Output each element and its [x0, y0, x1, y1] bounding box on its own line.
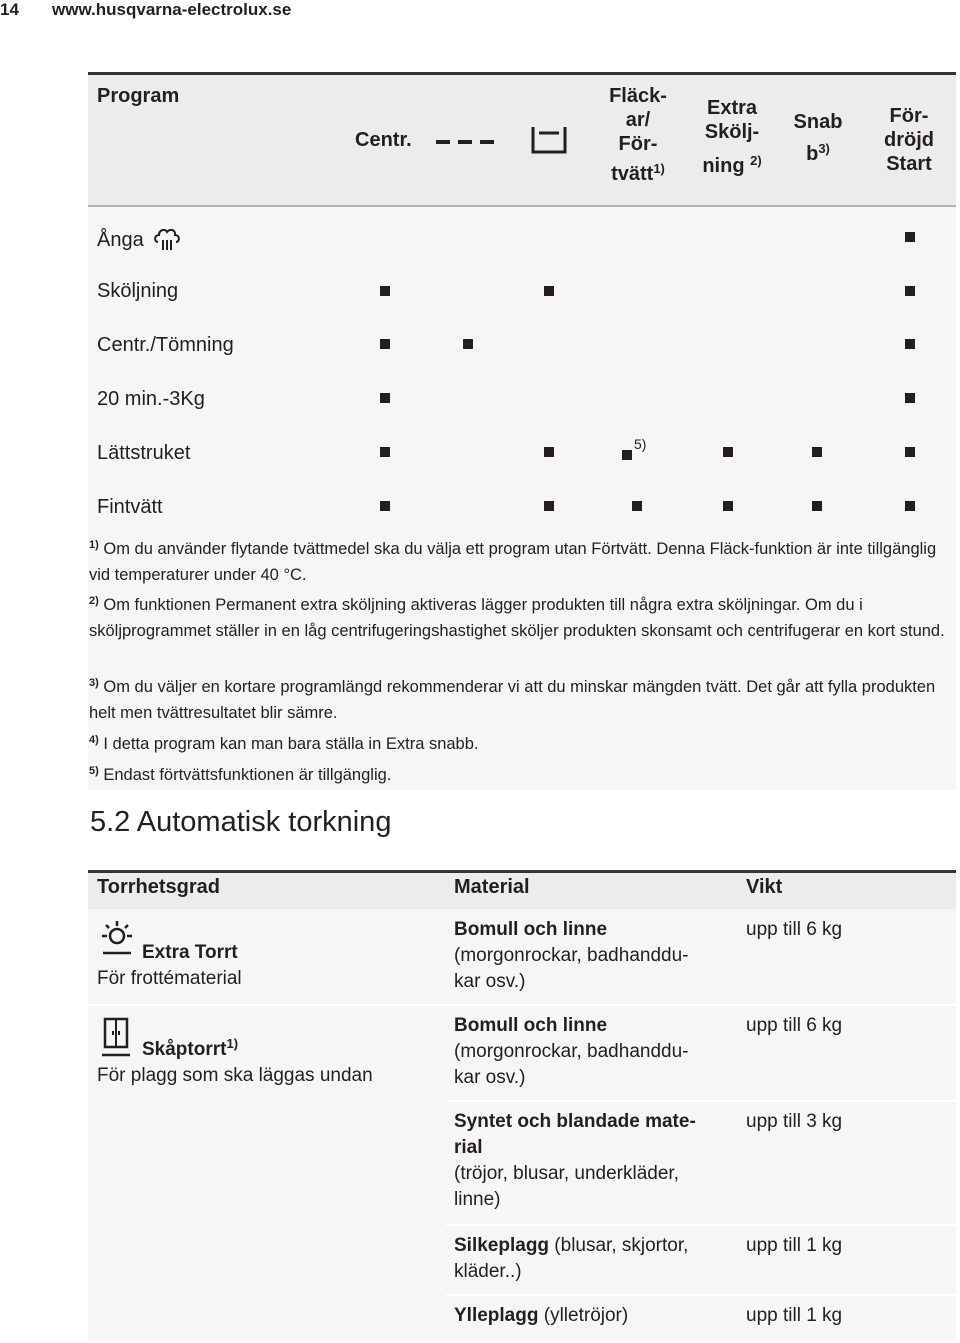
mark-fin-fordrojd: [905, 501, 915, 511]
row4-material-rest: (blusar, skjortor,: [549, 1235, 689, 1256]
footnote-2: [89, 592, 949, 644]
row3-material: [454, 1109, 696, 1213]
sun-icon: [99, 919, 135, 955]
col-flack-word: tvätt: [611, 163, 654, 185]
mark-skoljning-fordrojd: [905, 286, 915, 296]
footnote-3-text: Om du väljer en kortare programlängd rekommenderar vi att du minskar mängden tvätt. Det går att fylla produkten helt men tvättresultatet blir sämre.: [89, 678, 936, 722]
row-lattstruket: Lättstruket: [97, 442, 191, 464]
mark-skoljning-tub: [544, 286, 554, 296]
col-flack-line4: [600, 162, 676, 186]
footnote-1-text: Om du använder flytande tvättmedel ska du välja ett program utan Förtvätt. Denna Fläck-funktion är inte tillgänglig vid temperaturer under 40 °C.: [89, 540, 937, 584]
col-flack-line1: Fläck-: [609, 85, 667, 107]
row1-vikt: upp till 6 kg: [746, 919, 843, 940]
col-snabb: [786, 110, 850, 166]
row3-material-line4: linne): [454, 1189, 501, 1210]
footnote-4-text: I detta program kan man bara ställa in Extra snabb.: [103, 735, 479, 753]
row2-material-title: Bomull och linne: [454, 1015, 608, 1036]
mark-latt-flack-note: 5): [634, 436, 647, 452]
skaptorrt-desc: För plagg som ska läggas undan: [97, 1065, 373, 1086]
steam-icon: [153, 226, 181, 252]
row3-material-line3: (tröjor, blusar, underkläder,: [454, 1163, 679, 1184]
footnote-1-num: 1): [89, 539, 99, 551]
skaptorrt-label: [142, 1036, 239, 1061]
skaptorrt-word: Skåptorrt: [142, 1039, 227, 1060]
footnote-5: [89, 762, 949, 788]
footnote-5-text: Endast förtvättsfunktionen är tillgänglig.: [103, 766, 392, 784]
page-number: 14: [0, 0, 19, 19]
row-skoljning: Sköljning: [97, 280, 179, 302]
row1-material-line3: kar osv.): [454, 971, 526, 992]
row4-vikt: upp till 1 kg: [746, 1235, 843, 1256]
mark-latt-centr: [380, 447, 390, 457]
col-snabb-word: b: [806, 143, 819, 165]
row2-material-line3: kar osv.): [454, 1067, 526, 1088]
col-ford-line1: För-: [889, 105, 929, 127]
row-anga: [97, 226, 181, 252]
row5-material-rest: (ylletröjor): [538, 1305, 629, 1326]
col-flack: [600, 84, 676, 186]
row5-material: [454, 1303, 628, 1329]
mark-latt-extra: [723, 447, 733, 457]
col-extra-line3: [692, 154, 772, 178]
col-program: Program: [97, 85, 180, 107]
col-extra-line2: Skölj-: [704, 121, 760, 143]
col-flack-line3: För-: [618, 133, 658, 155]
footnote-4-num: 4): [89, 734, 99, 746]
mark-tomning-fordrojd: [905, 339, 915, 349]
col-extra-word: ning: [702, 155, 745, 177]
row2-material: [454, 1013, 688, 1091]
cupboard-icon: [101, 1017, 131, 1057]
row4-material: [454, 1233, 688, 1285]
mark-anga-fordrojd: [905, 232, 915, 242]
tub-icon: [531, 125, 567, 155]
col-torrhetsgrad: Torrhetsgrad: [97, 876, 220, 898]
mark-20min-centr: [380, 393, 390, 403]
row3-vikt: upp till 3 kg: [746, 1111, 843, 1132]
mark-fin-flack: [632, 501, 642, 511]
col-extra-sup: 2): [750, 153, 762, 168]
mark-tomning-dash: [463, 339, 473, 349]
row4-material-line2: kläder..): [454, 1261, 522, 1282]
footnote-2-text: Om funktionen Permanent extra sköljning aktiveras lägger produkten till några extra sköljningar. Om du i sköljprogrammet ställer in en låg centrifugeringshastighet sköljer produkten skonsamt och centrifugerar en kort stund.: [89, 596, 945, 640]
footnote-5-num: 5): [89, 765, 99, 777]
mark-latt-snabb: [812, 447, 822, 457]
row1-material: [454, 917, 688, 995]
row-centr-tomning: Centr./Tömning: [97, 334, 234, 356]
col-snabb-line2: [786, 142, 850, 166]
col-material: Material: [454, 876, 530, 898]
col-fordrojd: [872, 104, 946, 176]
dry-row-sep-2: [446, 1100, 956, 1102]
mark-fin-tub: [544, 501, 554, 511]
extra-torrt-label: Extra Torrt: [142, 942, 238, 963]
section-title: 5.2 Automatisk torkning: [90, 806, 392, 838]
row-20min: 20 min.-3Kg: [97, 388, 205, 410]
col-extra: [692, 96, 772, 178]
row-anga-label: Ånga: [97, 229, 144, 251]
mark-20min-fordrojd: [905, 393, 915, 403]
row-fintvatt: Fintvätt: [97, 496, 163, 518]
row5-vikt: upp till 1 kg: [746, 1305, 843, 1326]
footnote-2-num: 2): [89, 595, 99, 607]
skaptorrt-sup: 1): [226, 1036, 239, 1051]
mark-fin-centr: [380, 501, 390, 511]
page-url: www.husqvarna-electrolux.se: [52, 0, 292, 19]
row2-material-line2: (morgonrockar, badhanddu-: [454, 1041, 689, 1062]
row5-material-title: Ylleplagg: [454, 1305, 539, 1326]
col-ford-line2: dröjd: [884, 129, 934, 151]
col-snabb-line1: Snab: [793, 111, 843, 133]
col-centr: Centr.: [355, 129, 412, 151]
extra-torrt-desc: För frottématerial: [97, 968, 242, 989]
mark-tomning-centr: [380, 339, 390, 349]
mark-latt-tub: [544, 447, 554, 457]
col-ford-line3: Start: [886, 153, 932, 175]
row3-material-title1: Syntet och blandade mate-: [454, 1111, 696, 1132]
footnote-3: [89, 674, 949, 726]
row3-material-title2: rial: [454, 1137, 483, 1158]
col-flack-line2: ar/: [625, 109, 651, 131]
permanent-rinse-icon: [436, 140, 504, 146]
dry-row-sep-1: [88, 1004, 956, 1006]
col-flack-sup: 1): [653, 161, 665, 176]
col-vikt: Vikt: [746, 876, 783, 898]
dry-row-sep-3: [446, 1224, 956, 1226]
footnote-4: [89, 731, 949, 757]
mark-latt-fordrojd: [905, 447, 915, 457]
row4-material-title: Silkeplagg: [454, 1235, 550, 1256]
mark-fin-snabb: [812, 501, 822, 511]
footnote-3-num: 3): [89, 677, 99, 689]
col-snabb-sup: 3): [818, 141, 830, 156]
dry-row-sep-4: [446, 1294, 956, 1296]
mark-skoljning-centr: [380, 286, 390, 296]
row2-vikt: upp till 6 kg: [746, 1015, 843, 1036]
row1-material-title: Bomull och linne: [454, 919, 608, 940]
mark-fin-extra: [723, 501, 733, 511]
mark-latt-flack: [622, 450, 632, 460]
footnote-1: [89, 536, 949, 588]
col-extra-line1: Extra: [706, 97, 758, 119]
row1-material-line2: (morgonrockar, badhanddu-: [454, 945, 689, 966]
